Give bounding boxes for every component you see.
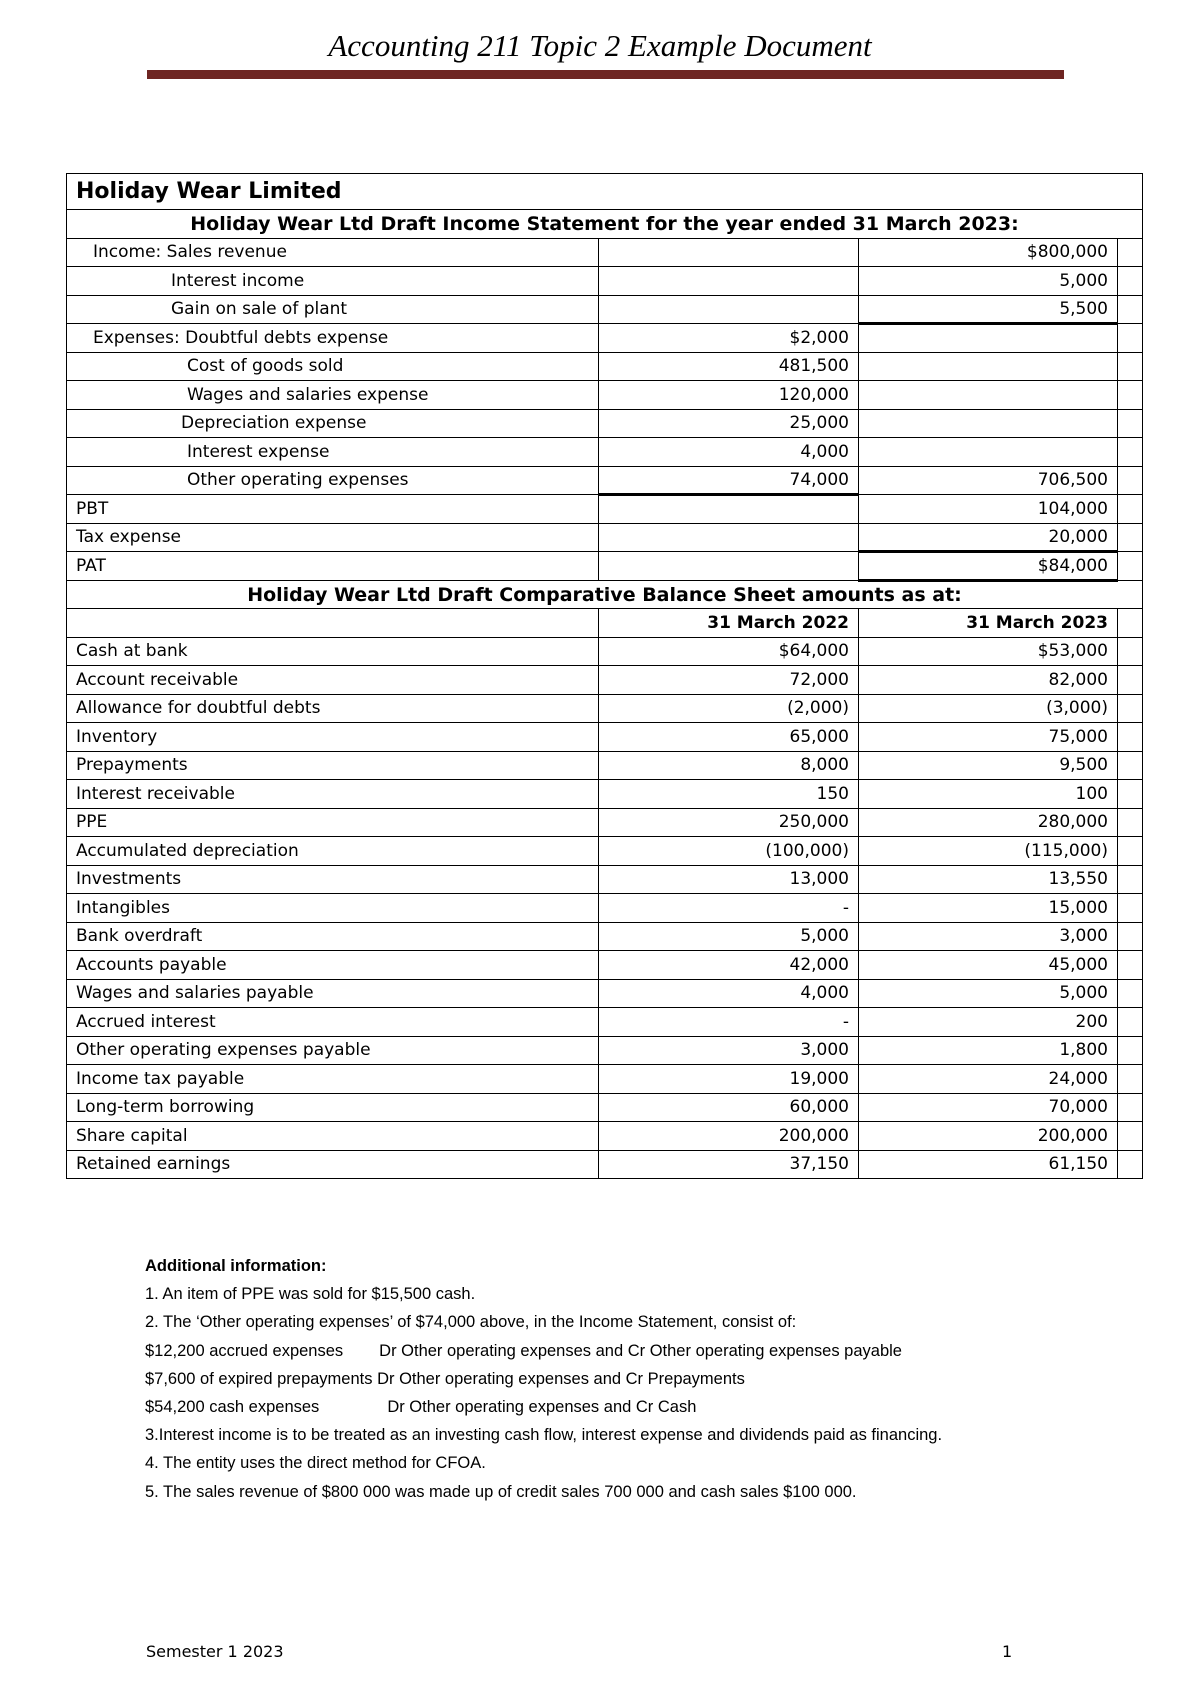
row-margin-cell [1118, 780, 1143, 809]
value-2023: 24,000 [859, 1065, 1118, 1094]
financial-statements-table [66, 173, 1143, 1179]
value-2023: 15,000 [859, 894, 1118, 923]
row-margin-cell [1118, 1093, 1143, 1122]
row-margin-cell [1118, 466, 1143, 495]
table-row [67, 1065, 1143, 1094]
value-2022: 13,000 [599, 865, 859, 894]
additional-info-item: 2. The ‘Other operating expenses’ of $74,000 above, in the Income Statement, consist of: [145, 1313, 797, 1332]
table-row [67, 951, 1143, 980]
table-row [67, 837, 1143, 866]
journal-text: Dr Other operating expenses and Cr Prepayments [377, 1369, 745, 1388]
row-mid-value [599, 523, 859, 552]
row-mid-value: 25,000 [599, 409, 859, 438]
balance-sheet-header-row [67, 609, 1143, 638]
value-2023: 82,000 [859, 666, 1118, 695]
journal-amount: $12,200 accrued expenses [145, 1341, 344, 1360]
row-mid-value: $2,000 [599, 324, 859, 353]
row-label: Account receivable [67, 666, 599, 695]
row-mid-value [599, 552, 859, 581]
value-2023: 70,000 [859, 1093, 1118, 1122]
row-label: Other operating expenses payable [67, 1036, 599, 1065]
company-name: Holiday Wear Limited [67, 174, 1143, 210]
row-margin-cell [1118, 552, 1143, 581]
value-2023: 9,500 [859, 751, 1118, 780]
table-row [67, 552, 1143, 581]
row-label: PBT [67, 495, 599, 524]
value-2023: $53,000 [859, 637, 1118, 666]
row-margin-cell [1118, 808, 1143, 837]
value-2023: 3,000 [859, 922, 1118, 951]
income-statement-title: Holiday Wear Ltd Draft Income Statement for the year ended 31 March 2023: [67, 210, 1143, 239]
row-label: Retained earnings [67, 1150, 599, 1179]
table-row [67, 466, 1143, 495]
row-margin-cell [1118, 523, 1143, 552]
row-label: Prepayments [67, 751, 599, 780]
additional-info-item: 1. An item of PPE was sold for $15,500 cash. [145, 1285, 476, 1304]
row-label: Gain on sale of plant [67, 295, 599, 324]
row-label: Investments [67, 865, 599, 894]
row-right-value: 5,000 [859, 267, 1118, 296]
table-row [67, 1122, 1143, 1151]
row-right-value: 706,500 [859, 466, 1118, 495]
table-row [67, 381, 1143, 410]
row-margin-cell [1118, 979, 1143, 1008]
row-label: Tax expense [67, 523, 599, 552]
table-row [67, 780, 1143, 809]
value-2022: 42,000 [599, 951, 859, 980]
value-2023: (3,000) [859, 694, 1118, 723]
value-2022: 19,000 [599, 1065, 859, 1094]
row-margin-cell [1118, 694, 1143, 723]
row-margin-cell [1118, 865, 1143, 894]
row-label: PPE [67, 808, 599, 837]
row-label: Accounts payable [67, 951, 599, 980]
column-header-2022: 31 March 2022 [599, 609, 859, 638]
value-2023: 100 [859, 780, 1118, 809]
row-margin-cell [1118, 295, 1143, 324]
row-right-value [859, 352, 1118, 381]
table-row [67, 324, 1143, 353]
row-right-value [859, 438, 1118, 467]
row-label: Intangibles [67, 894, 599, 923]
additional-info-item: 4. The entity uses the direct method for CFOA. [145, 1454, 486, 1473]
value-2022: 3,000 [599, 1036, 859, 1065]
row-right-value [859, 324, 1118, 353]
row-margin-cell [1118, 495, 1143, 524]
row-label: Inventory [67, 723, 599, 752]
row-right-value: $84,000 [859, 552, 1118, 581]
additional-information [145, 1252, 1145, 1506]
table-row [67, 922, 1143, 951]
table-row [67, 1036, 1143, 1065]
row-margin-cell [1118, 238, 1143, 267]
value-2022: 4,000 [599, 979, 859, 1008]
row-margin-cell [1118, 951, 1143, 980]
table-row [67, 438, 1143, 467]
table-row [67, 723, 1143, 752]
table-row [67, 295, 1143, 324]
row-margin-cell [1118, 894, 1143, 923]
table-row [67, 751, 1143, 780]
value-2022: - [599, 894, 859, 923]
value-2022: 250,000 [599, 808, 859, 837]
value-2022: - [599, 1008, 859, 1037]
value-2022: 60,000 [599, 1093, 859, 1122]
table-row [67, 495, 1143, 524]
row-label: Bank overdraft [67, 922, 599, 951]
row-label: Depreciation expense [67, 409, 599, 438]
row-right-value: 104,000 [859, 495, 1118, 524]
row-margin-cell [1118, 922, 1143, 951]
row-mid-value [599, 295, 859, 324]
column-header-2023: 31 March 2023 [859, 609, 1118, 638]
row-mid-value: 74,000 [599, 466, 859, 495]
row-right-value [859, 381, 1118, 410]
table-row [67, 637, 1143, 666]
row-label: Expenses: Doubtful debts expense [67, 324, 599, 353]
table-row [67, 523, 1143, 552]
row-label: Wages and salaries payable [67, 979, 599, 1008]
table-row [67, 865, 1143, 894]
value-2023: (115,000) [859, 837, 1118, 866]
journal-entry-line [145, 1393, 1145, 1421]
table-row [67, 409, 1143, 438]
value-2023: 200 [859, 1008, 1118, 1037]
journal-entry-line [145, 1337, 1145, 1365]
journal-amount: $7,600 of expired prepayments [145, 1369, 373, 1388]
value-2022: $64,000 [599, 637, 859, 666]
row-label: Accrued interest [67, 1008, 599, 1037]
header-divider [147, 70, 1064, 79]
row-label: Interest receivable [67, 780, 599, 809]
value-2022: 200,000 [599, 1122, 859, 1151]
row-label: Wages and salaries expense [67, 381, 599, 410]
row-margin-cell [1118, 1036, 1143, 1065]
table-row [67, 267, 1143, 296]
row-margin-cell [1118, 666, 1143, 695]
value-2023: 13,550 [859, 865, 1118, 894]
table-row [67, 352, 1143, 381]
row-right-value: 20,000 [859, 523, 1118, 552]
row-margin-cell [1118, 751, 1143, 780]
row-label: Interest income [67, 267, 599, 296]
table-row [67, 894, 1143, 923]
row-mid-value: 120,000 [599, 381, 859, 410]
value-2023: 61,150 [859, 1150, 1118, 1179]
table-row [67, 1093, 1143, 1122]
row-mid-value [599, 267, 859, 296]
value-2022: 37,150 [599, 1150, 859, 1179]
row-label: Interest expense [67, 438, 599, 467]
row-label: Accumulated depreciation [67, 837, 599, 866]
row-margin-cell [1118, 837, 1143, 866]
row-mid-value: 481,500 [599, 352, 859, 381]
table-row [67, 1008, 1143, 1037]
row-mid-value: 4,000 [599, 438, 859, 467]
value-2022: (100,000) [599, 837, 859, 866]
value-2023: 45,000 [859, 951, 1118, 980]
additional-info-heading: Additional information: [145, 1257, 327, 1275]
row-right-value: $800,000 [859, 238, 1118, 267]
row-margin-cell [1118, 1008, 1143, 1037]
value-2022: 150 [599, 780, 859, 809]
table-row [67, 979, 1143, 1008]
value-2023: 5,000 [859, 979, 1118, 1008]
value-2023: 200,000 [859, 1122, 1118, 1151]
footer-page-number: 1 [1002, 1642, 1013, 1661]
value-2023: 1,800 [859, 1036, 1118, 1065]
table-row [67, 808, 1143, 837]
row-label: Other operating expenses [67, 466, 599, 495]
value-2022: 65,000 [599, 723, 859, 752]
header-blank-cell [67, 609, 599, 638]
row-margin-cell [1118, 267, 1143, 296]
row-margin-cell [1118, 324, 1143, 353]
row-margin-cell [1118, 438, 1143, 467]
row-right-value [859, 409, 1118, 438]
value-2023: 75,000 [859, 723, 1118, 752]
journal-text: Dr Other operating expenses and Cr Cash [387, 1398, 697, 1417]
table-row [67, 666, 1143, 695]
row-label: PAT [67, 552, 599, 581]
value-2022: 5,000 [599, 922, 859, 951]
row-label: Cost of goods sold [67, 352, 599, 381]
row-margin-cell [1118, 381, 1143, 410]
row-label: Long-term borrowing [67, 1093, 599, 1122]
row-label: Income: Sales revenue [67, 238, 599, 267]
row-margin-cell [1118, 409, 1143, 438]
table-row [67, 694, 1143, 723]
table-row [67, 238, 1143, 267]
row-margin-cell [1118, 352, 1143, 381]
row-mid-value [599, 495, 859, 524]
value-2023: 280,000 [859, 808, 1118, 837]
journal-text: Dr Other operating expenses and Cr Other operating expenses payable [379, 1341, 902, 1360]
row-margin-cell [1118, 1150, 1143, 1179]
row-margin-cell [1118, 723, 1143, 752]
journal-amount: $54,200 cash expenses [145, 1398, 320, 1417]
row-label: Share capital [67, 1122, 599, 1151]
row-label: Allowance for doubtful debts [67, 694, 599, 723]
additional-info-item: 5. The sales revenue of $800 000 was made up of credit sales 700 000 and cash sales $100 000. [145, 1482, 857, 1501]
value-2022: (2,000) [599, 694, 859, 723]
row-margin-cell [1118, 609, 1143, 638]
table-row [67, 1150, 1143, 1179]
footer-semester: Semester 1 2023 [146, 1642, 284, 1661]
row-label: Cash at bank [67, 637, 599, 666]
row-label: Income tax payable [67, 1065, 599, 1094]
journal-entry-line [145, 1365, 1145, 1393]
row-margin-cell [1118, 637, 1143, 666]
row-mid-value [599, 238, 859, 267]
row-margin-cell [1118, 1122, 1143, 1151]
value-2022: 8,000 [599, 751, 859, 780]
page-header-title: Accounting 211 Topic 2 Example Document [328, 28, 872, 63]
row-right-value: 5,500 [859, 295, 1118, 324]
additional-info-item: 3.Interest income is to be treated as an investing cash flow, interest expense and dividends paid as financing. [145, 1426, 943, 1445]
balance-sheet-title: Holiday Wear Ltd Draft Comparative Balance Sheet amounts as at: [67, 580, 1143, 609]
row-margin-cell [1118, 1065, 1143, 1094]
value-2022: 72,000 [599, 666, 859, 695]
